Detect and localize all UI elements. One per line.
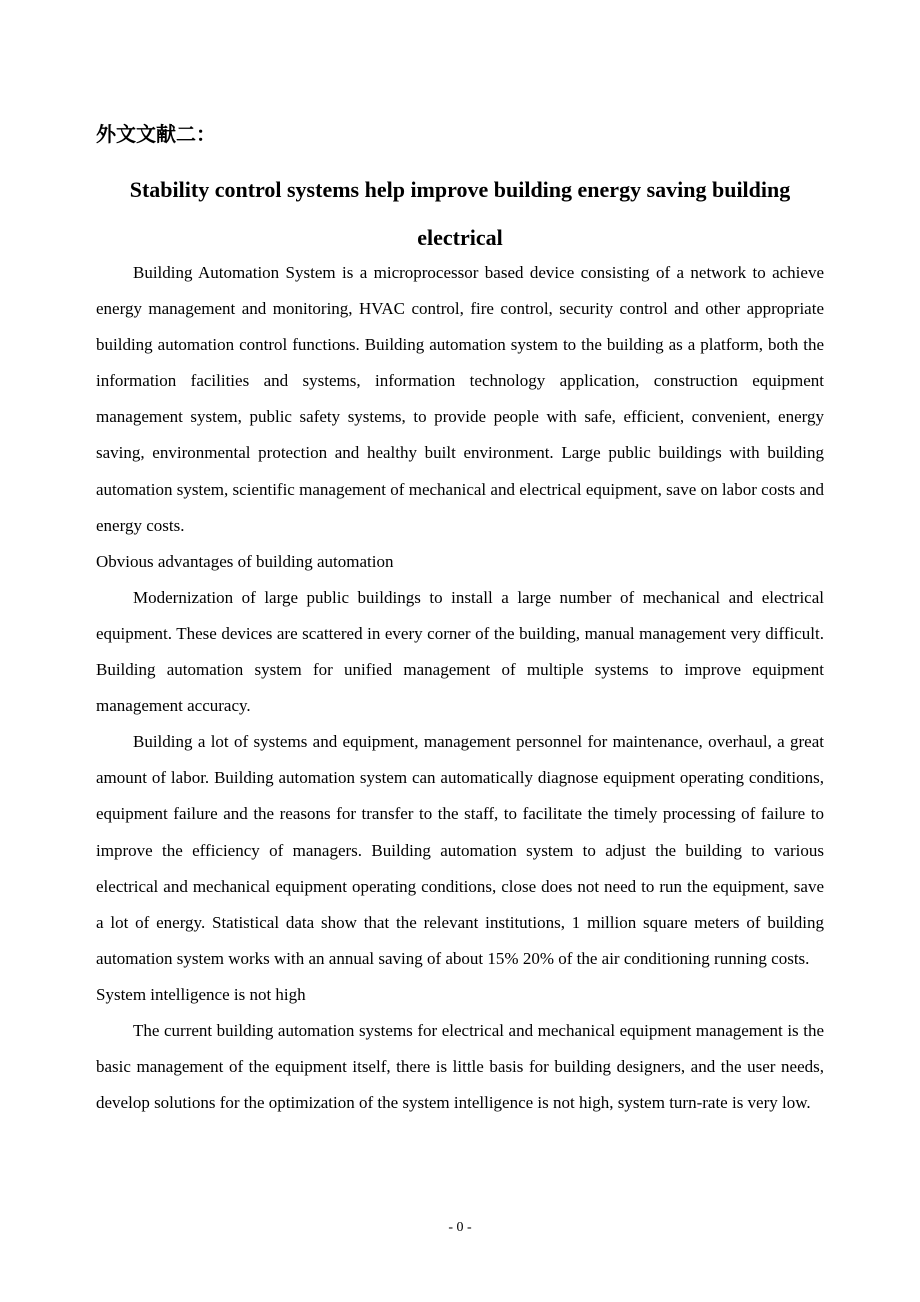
section-heading: 外文文献二： — [96, 122, 216, 146]
document-body — [96, 255, 824, 1121]
paragraph-current-systems: The current building automation systems for electrical and mechanical equipment management is the basic management of the equipment itself, there is little basis for building designers, and the user needs, develop solutions for the optimization of the system intelligence is not high, system turn-rate is very low. — [96, 1020, 824, 1113]
paragraph-maintenance: Building a lot of systems and equipment, management personnel for maintenance, overhaul, a great amount of labor. Building automation system can automatically diagnose equipment operating conditions, equipment failure and the reasons for transfer to the staff, to facilitate the timely processing of failure to improve the efficiency of managers. Building automation system to adjust the building to various electrical and mechanical equipment operating conditions, close does not need to run the equipment, save a lot of energy. Statistical data show that the relevant institutions, 1 million square meters of building automation system works with an annual saving of about 15% 20% of the air conditioning running costs. — [96, 732, 824, 968]
subheading-advantages: Obvious advantages of building automation — [96, 551, 394, 571]
document-title: Stability control systems help improve building energy saving building electrical — [129, 177, 791, 250]
paragraph-modernization: Modernization of large public buildings to install a large number of mechanical and electrical equipment. These devices are scattered in every corner of the building, manual management very difficult. Building automation system for unified management of multiple systems to improve equipment management accuracy. — [96, 587, 824, 716]
page-number: - 0 - — [448, 1220, 472, 1235]
subheading-intelligence: System intelligence is not high — [96, 984, 306, 1004]
paragraph-intro: Building Automation System is a microprocessor based device consisting of a network to achieve energy management and monitoring, HVAC control, fire control, security control and other appropriate building automation control functions. Building automation system to the building as a platform, both the information facilities and systems, information technology application, construction equipment management system, public safety systems, to provide people with safe, efficient, convenient, energy saving, environmental protection and healthy built environment. Large public buildings with building automation system, scientific management of mechanical and electrical equipment, save on labor costs and energy costs. — [96, 263, 824, 535]
